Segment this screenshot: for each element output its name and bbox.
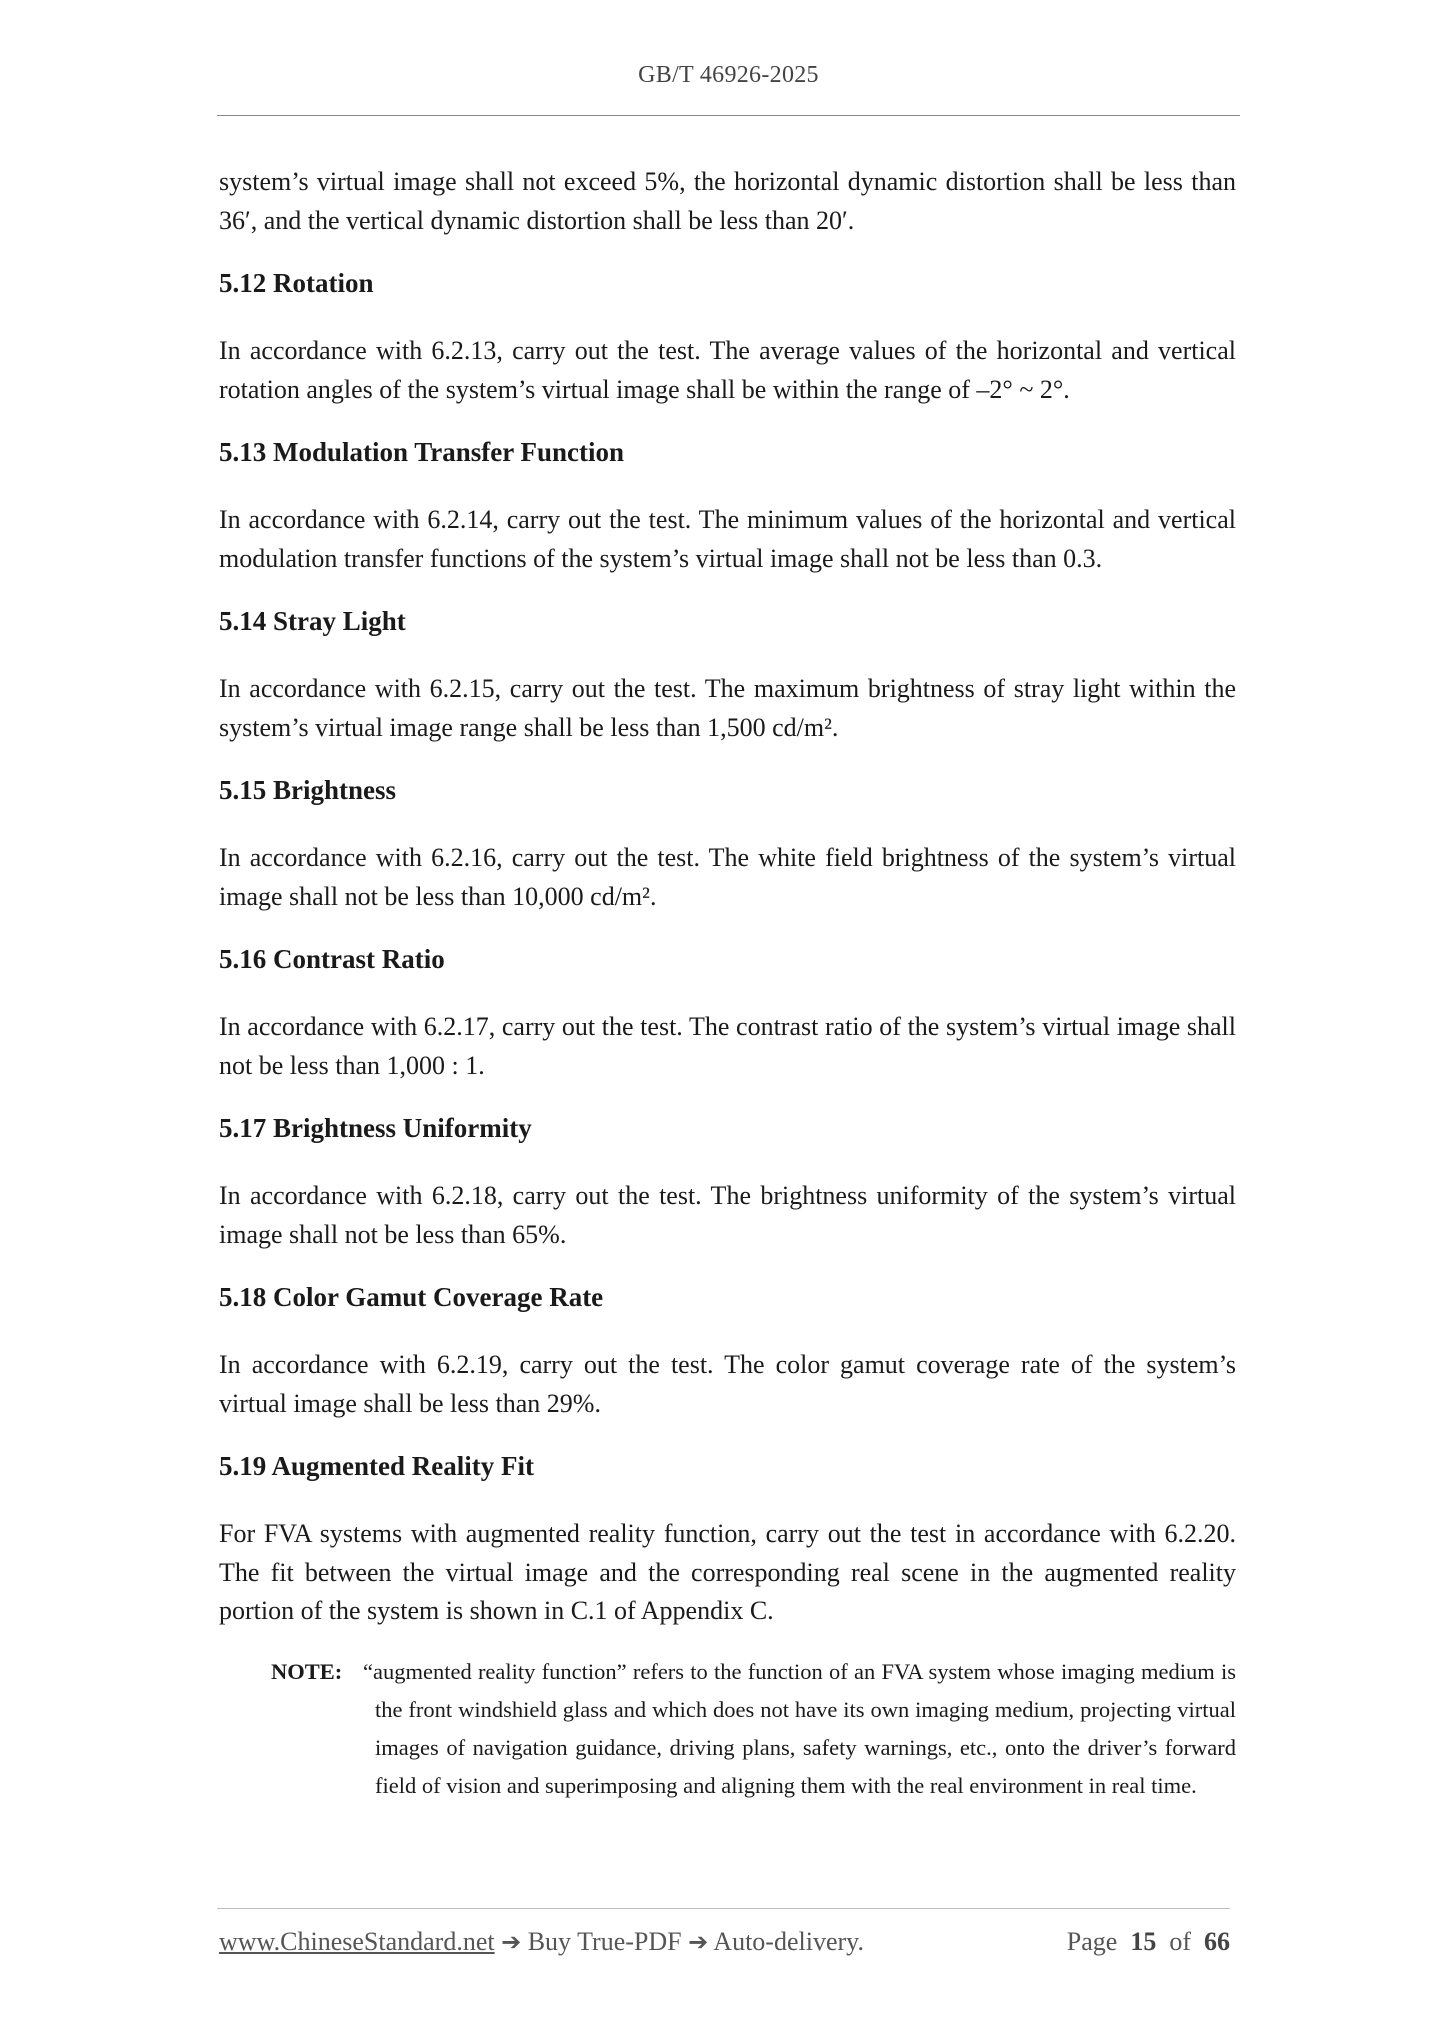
intro-paragraph: system’s virtual image shall not exceed 5%, the horizontal dynamic distortion shall be less than 36′, and the vertical dynamic distortion shall be less than 20′. bbox=[219, 167, 1236, 235]
page-content bbox=[219, 163, 1236, 1805]
page-of-label: of bbox=[1169, 1927, 1191, 1956]
page-total: 66 bbox=[1204, 1927, 1230, 1956]
header-divider bbox=[217, 115, 1240, 116]
document-id-header: GB/T 46926-2025 bbox=[638, 62, 819, 88]
footer-divider bbox=[217, 1908, 1230, 1909]
buy-true-pdf-text: Buy True-PDF bbox=[527, 1927, 682, 1956]
section-heading-5-12: 5.12 Rotation bbox=[219, 268, 374, 298]
section-text-5-17: In accordance with 6.2.18, carry out the test. The brightness uniformity of the system’s virtual image shall not be less than 65%. bbox=[219, 1181, 1236, 1249]
section-heading-5-14: 5.14 Stray Light bbox=[219, 606, 406, 636]
footer-promo bbox=[219, 1927, 864, 1957]
section-heading-5-15: 5.15 Brightness bbox=[219, 775, 397, 805]
section-heading-5-19: 5.19 Augmented Reality Fit bbox=[219, 1451, 534, 1481]
arrow-right-icon: ➔ bbox=[688, 1928, 709, 1956]
note-block bbox=[271, 1653, 1236, 1806]
section-heading-5-18: 5.18 Color Gamut Coverage Rate bbox=[219, 1282, 604, 1312]
section-text-5-16: In accordance with 6.2.17, carry out the test. The contrast ratio of the system’s virtual image shall not be less than 1,000 : 1. bbox=[219, 1012, 1236, 1080]
page-label: Page bbox=[1066, 1927, 1118, 1956]
section-text-5-12: In accordance with 6.2.13, carry out the test. The average values of the horizontal and vertical rotation angles of the system’s virtual image shall be within the range of –2° ~ 2°. bbox=[219, 336, 1236, 404]
page-current: 15 bbox=[1130, 1927, 1157, 1956]
section-text-5-15: In accordance with 6.2.16, carry out the test. The white field brightness of the system’s virtual image shall not be less than 10,000 cd/m². bbox=[219, 843, 1236, 911]
page-indicator bbox=[1067, 1927, 1230, 1957]
section-text-5-13: In accordance with 6.2.14, carry out the test. The minimum values of the horizontal and vertical modulation transfer functions of the system’s virtual image shall not be less than 0.3. bbox=[219, 505, 1236, 573]
section-text-5-18: In accordance with 6.2.19, carry out the test. The color gamut coverage rate of the system’s virtual image shall be less than 29%. bbox=[219, 1350, 1236, 1418]
section-text-5-14: In accordance with 6.2.15, carry out the test. The maximum brightness of stray light within the system’s virtual image range shall be less than 1,500 cd/m². bbox=[219, 674, 1236, 742]
section-heading-5-17: 5.17 Brightness Uniformity bbox=[219, 1113, 532, 1143]
auto-delivery-text: Auto-delivery. bbox=[713, 1927, 864, 1956]
section-heading-5-16: 5.16 Contrast Ratio bbox=[219, 944, 445, 974]
website-link[interactable]: www.ChineseStandard.net bbox=[219, 1927, 495, 1956]
note-text: “augmented reality function” refers to the function of an FVA system whose imaging medium is the front windshield glass and which does not have its own imaging medium, projecting virtual images of navigation guidance, driving plans, safety warnings, etc., onto the driver’s forward field of vision and superimposing and aligning them with the real environment in real time. bbox=[363, 1658, 1236, 1799]
section-text-5-19: For FVA systems with augmented reality function, carry out the test in accordance with 6.2.20. The fit between the virtual image and the corresponding real scene in the augmented reality portion of the system is shown in C.1 of Appendix C. bbox=[219, 1519, 1236, 1625]
arrow-right-icon: ➔ bbox=[501, 1928, 522, 1956]
note-label: NOTE: bbox=[271, 1658, 343, 1684]
section-heading-5-13: 5.13 Modulation Transfer Function bbox=[219, 437, 625, 467]
